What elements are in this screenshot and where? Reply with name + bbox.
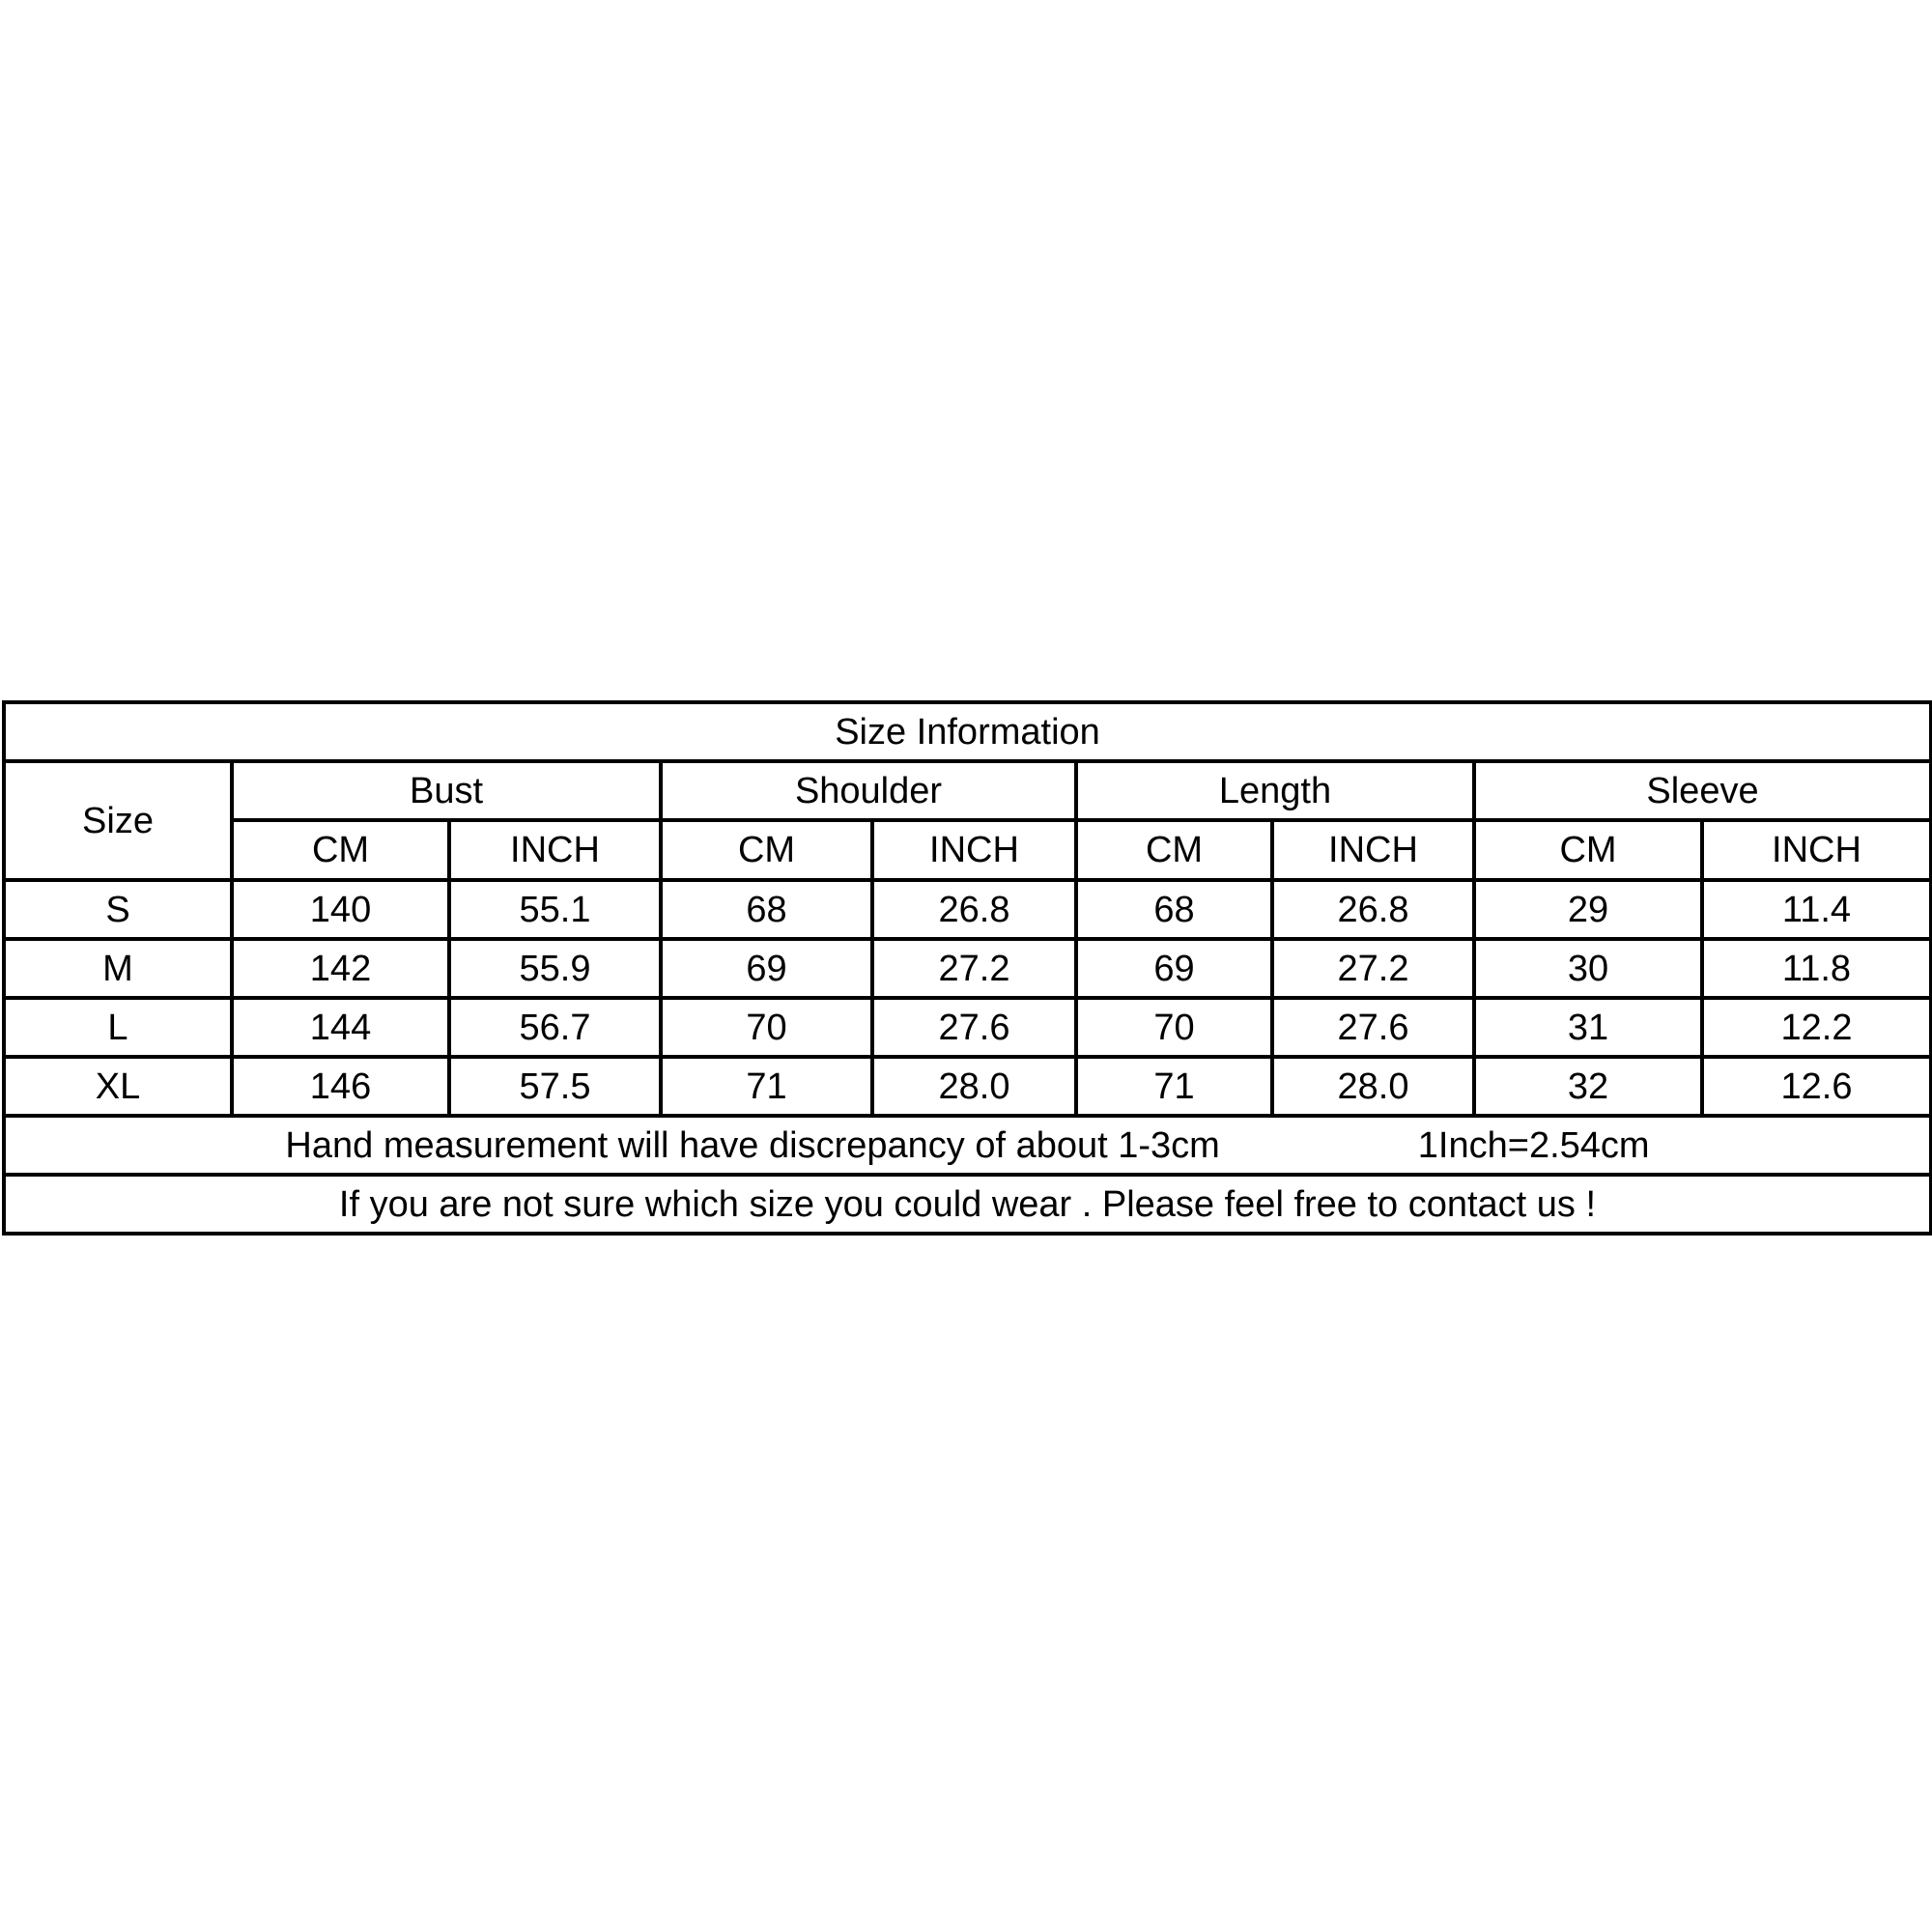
table-cell: 26.8 (872, 880, 1076, 939)
group-header-length: Length (1076, 761, 1474, 820)
table-cell: 70 (1076, 998, 1272, 1057)
table-cell: 26.8 (1272, 880, 1474, 939)
table-cell: 69 (661, 939, 872, 998)
table-cell: 56.7 (449, 998, 661, 1057)
title-row (4, 702, 1931, 761)
table-row (4, 1057, 1931, 1116)
size-chart-table (2, 700, 1932, 1236)
table-cell: 12.2 (1702, 998, 1931, 1057)
group-header-bust: Bust (232, 761, 661, 820)
table-title: Size Information (4, 702, 1931, 761)
group-header-shoulder: Shoulder (661, 761, 1076, 820)
size-label: L (4, 998, 232, 1057)
table-cell: 29 (1474, 880, 1702, 939)
table-cell: 144 (232, 998, 449, 1057)
table-cell: 12.6 (1702, 1057, 1931, 1116)
unit-header: CM (1076, 820, 1272, 880)
unit-header: INCH (872, 820, 1076, 880)
table-cell: 70 (661, 998, 872, 1057)
table-row (4, 998, 1931, 1057)
table-cell: 31 (1474, 998, 1702, 1057)
unit-header: CM (1474, 820, 1702, 880)
table-cell: 11.8 (1702, 939, 1931, 998)
table-cell: 55.1 (449, 880, 661, 939)
measurement-discrepancy-note: Hand measurement will have discrepancy of about 1-3cm (285, 1124, 1220, 1166)
table-cell: 146 (232, 1057, 449, 1116)
table-cell: 69 (1076, 939, 1272, 998)
unit-header: CM (661, 820, 872, 880)
contact-note-row (4, 1175, 1931, 1234)
measurement-note-cell (4, 1116, 1931, 1175)
table-cell: 55.9 (449, 939, 661, 998)
unit-header-row (4, 820, 1931, 880)
table-cell: 71 (661, 1057, 872, 1116)
group-header-row (4, 761, 1931, 820)
measurement-note-row (4, 1116, 1931, 1175)
table-cell: 11.4 (1702, 880, 1931, 939)
table-cell: 57.5 (449, 1057, 661, 1116)
contact-note: If you are not sure which size you could wear . Please feel free to contact us ! (4, 1175, 1931, 1234)
table-cell: 27.6 (872, 998, 1076, 1057)
group-header-sleeve: Sleeve (1474, 761, 1931, 820)
table-cell: 68 (1076, 880, 1272, 939)
size-label: S (4, 880, 232, 939)
size-header: Size (4, 761, 232, 880)
table-cell: 28.0 (872, 1057, 1076, 1116)
table-cell: 71 (1076, 1057, 1272, 1116)
table-cell: 27.2 (1272, 939, 1474, 998)
table-cell: 32 (1474, 1057, 1702, 1116)
table-cell: 27.6 (1272, 998, 1474, 1057)
unit-header: INCH (1702, 820, 1931, 880)
size-label: XL (4, 1057, 232, 1116)
unit-header: CM (232, 820, 449, 880)
table-cell: 68 (661, 880, 872, 939)
table-row (4, 939, 1931, 998)
table-row (4, 880, 1931, 939)
table-cell: 140 (232, 880, 449, 939)
inch-conversion-note: 1Inch=2.54cm (1417, 1124, 1650, 1166)
table-cell: 30 (1474, 939, 1702, 998)
table-cell: 142 (232, 939, 449, 998)
table-cell: 27.2 (872, 939, 1076, 998)
unit-header: INCH (1272, 820, 1474, 880)
size-label: M (4, 939, 232, 998)
unit-header: INCH (449, 820, 661, 880)
table-cell: 28.0 (1272, 1057, 1474, 1116)
